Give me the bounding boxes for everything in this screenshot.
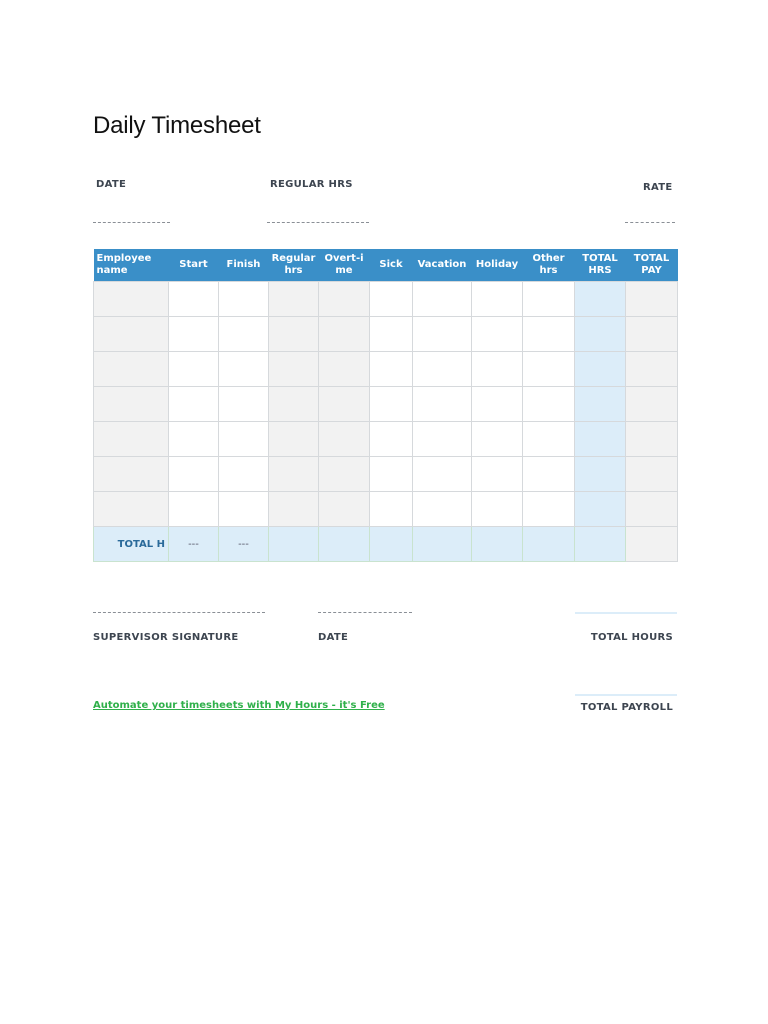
cell-sick[interactable] [370,457,413,492]
cell-total-pay [626,282,678,317]
total-payroll-label: TOTAL PAYROLL [580,702,673,713]
vacation-total [413,527,472,562]
cell-finish[interactable] [219,422,269,457]
footer-date-label: DATE [318,632,349,643]
cell-other-hrs[interactable] [523,457,575,492]
start-total: --- [169,527,219,562]
holiday-total [472,527,523,562]
cell-total-hrs [575,387,626,422]
cell-vacation[interactable] [413,492,472,527]
cell-finish[interactable] [219,282,269,317]
col-regular-hrs: Regular hrs [269,249,319,282]
table-row [94,387,678,422]
cell-holiday[interactable] [472,457,523,492]
cell-holiday[interactable] [472,282,523,317]
regular-hrs-input-line[interactable] [267,222,369,223]
total-hours-label: TOTAL HOURS [590,632,673,643]
cell-sick[interactable] [370,492,413,527]
cell-finish[interactable] [219,387,269,422]
cell-other-hrs[interactable] [523,492,575,527]
cell-start[interactable] [169,352,219,387]
table-header-row [94,249,678,282]
cell-regular-hrs[interactable] [269,492,319,527]
cell-employee-name[interactable] [94,387,169,422]
cell-regular-hrs[interactable] [269,317,319,352]
cell-start[interactable] [169,492,219,527]
cell-holiday[interactable] [472,387,523,422]
cell-regular-hrs[interactable] [269,387,319,422]
cell-overtime[interactable] [319,492,370,527]
regular-hrs-total [269,527,319,562]
cell-regular-hrs[interactable] [269,352,319,387]
cell-total-hrs [575,317,626,352]
cell-overtime[interactable] [319,352,370,387]
cell-overtime[interactable] [319,457,370,492]
cell-start[interactable] [169,387,219,422]
cell-holiday[interactable] [472,492,523,527]
finish-total: --- [219,527,269,562]
table-row [94,492,678,527]
cell-overtime[interactable] [319,282,370,317]
total-payroll-line [575,694,677,696]
cell-other-hrs[interactable] [523,387,575,422]
cell-start[interactable] [169,282,219,317]
col-total-pay: TOTAL PAY [626,249,678,282]
cell-start[interactable] [169,317,219,352]
cell-holiday[interactable] [472,317,523,352]
cell-employee-name[interactable] [94,492,169,527]
cell-other-hrs[interactable] [523,317,575,352]
table-row [94,317,678,352]
cell-employee-name[interactable] [94,352,169,387]
cell-total-hrs [575,492,626,527]
col-holiday: Holiday [472,249,523,282]
cell-vacation[interactable] [413,457,472,492]
col-vacation: Vacation [413,249,472,282]
date-input-line[interactable] [93,222,170,223]
cell-finish[interactable] [219,352,269,387]
footer-date-line[interactable] [318,612,412,613]
cell-total-pay [626,492,678,527]
cell-total-pay [626,352,678,387]
cell-sick[interactable] [370,282,413,317]
page-title: Daily Timesheet [93,112,261,139]
col-employee-name: Employee name [94,249,169,282]
cell-finish[interactable] [219,317,269,352]
table-row [94,422,678,457]
table-row [94,282,678,317]
cell-total-pay [626,457,678,492]
other-hrs-total [523,527,575,562]
cell-start[interactable] [169,422,219,457]
total-hrs-total [575,527,626,562]
col-start: Start [169,249,219,282]
timesheet-table [93,249,678,562]
total-pay-total [626,527,678,562]
cell-overtime[interactable] [319,422,370,457]
col-sick: Sick [370,249,413,282]
cell-start[interactable] [169,457,219,492]
rate-label: RATE [643,182,673,193]
total-row [94,527,678,562]
cell-overtime[interactable] [319,387,370,422]
cell-vacation[interactable] [413,282,472,317]
cell-regular-hrs[interactable] [269,422,319,457]
col-overtime: Overt-i me [319,249,370,282]
cell-other-hrs[interactable] [523,352,575,387]
cell-employee-name[interactable] [94,457,169,492]
cell-total-hrs [575,352,626,387]
col-total-hrs: TOTAL HRS [575,249,626,282]
cell-employee-name[interactable] [94,282,169,317]
sick-total [370,527,413,562]
table-row [94,457,678,492]
cell-holiday[interactable] [472,422,523,457]
supervisor-signature-line[interactable] [93,612,265,613]
col-other-hrs: Other hrs [523,249,575,282]
cell-regular-hrs[interactable] [269,282,319,317]
cell-total-hrs [575,422,626,457]
cell-regular-hrs[interactable] [269,457,319,492]
table-row [94,352,678,387]
cell-total-pay [626,387,678,422]
overtime-total [319,527,370,562]
cell-finish[interactable] [219,492,269,527]
cell-employee-name[interactable] [94,317,169,352]
cell-other-hrs[interactable] [523,422,575,457]
cell-overtime[interactable] [319,317,370,352]
cell-total-hrs [575,457,626,492]
col-finish: Finish [219,249,269,282]
cell-vacation[interactable] [413,352,472,387]
cell-vacation[interactable] [413,422,472,457]
rate-input-line[interactable] [625,222,675,223]
date-label: DATE [96,179,127,190]
total-hours-line [575,612,677,614]
total-row-label: TOTAL H [94,527,169,562]
supervisor-signature-label: SUPERVISOR SIGNATURE [93,632,239,643]
cell-sick[interactable] [370,352,413,387]
cell-holiday[interactable] [472,352,523,387]
cell-total-hrs [575,282,626,317]
cell-sick[interactable] [370,387,413,422]
cell-sick[interactable] [370,317,413,352]
cell-employee-name[interactable] [94,422,169,457]
cell-total-pay [626,422,678,457]
cell-finish[interactable] [219,457,269,492]
automate-timesheets-link[interactable]: Automate your timesheets with My Hours - it's Free [93,700,385,711]
regular-hrs-label: REGULAR HRS [270,179,353,190]
cell-vacation[interactable] [413,387,472,422]
cell-other-hrs[interactable] [523,282,575,317]
cell-vacation[interactable] [413,317,472,352]
cell-sick[interactable] [370,422,413,457]
cell-total-pay [626,317,678,352]
